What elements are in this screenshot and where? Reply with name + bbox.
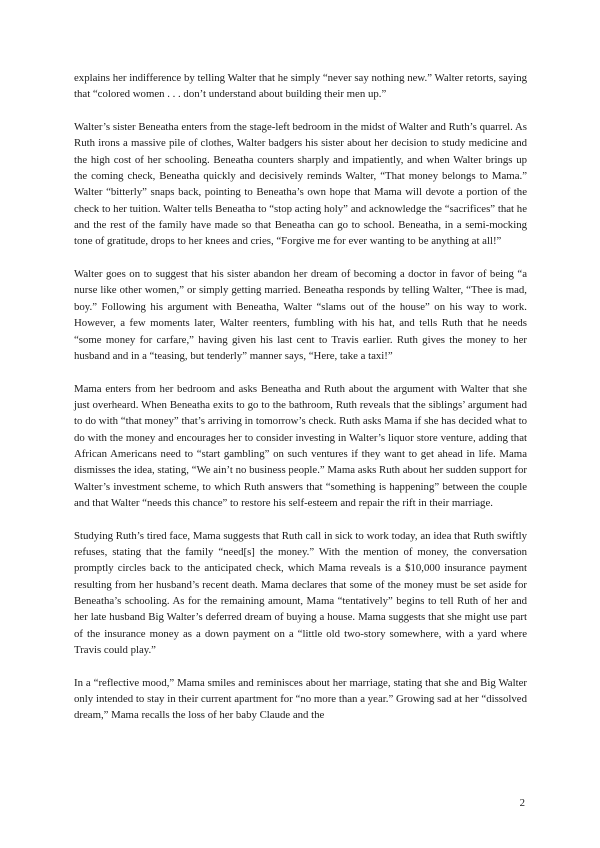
page-number: 2 [519,797,525,809]
body-text [74,70,527,740]
paragraph-3: Walter goes on to suggest that his sister abandon her dream of becoming a doctor in favor of being “a nurse like other women,” or simply getting married. Beneatha responds by telling Walter, “Thee is mad, boy.” Following his argument with Beneatha, Walter “slams out of the house” on his way to work. However, a few moments later, Walter reenters, fumbling with his hat, and tells Ruth that he needs “some money for carfare,” having given his last cent to Travis earlier. Ruth gives the money to her husband and in a “teasing, but tenderly” manner says, “Here, take a taxi!” [74,268,527,362]
paragraph-1: explains her indifference by telling Walter that he simply “never say nothing new.” Walter retorts, saying that “colored women . . . don’t understand about building their men up.” [74,72,527,101]
paragraph-4: Mama enters from her bedroom and asks Beneatha and Ruth about the argument with Walter that she just overheard. When Beneatha exits to go to the bathroom, Ruth reveals that the siblings’ argument had to do with “that money” that’s arriving in tomorrow’s check. Ruth asks Mama if she has decided what to do with the money and encourages her to consider investing in Walter’s liquor store venture, adding that African Americans need to “start gambling” on such ventures if they want to get ahead in life. Mama dismisses the idea, stating, “We ain’t no business people.” Mama asks Ruth about her sudden support for Walter’s investment scheme, to which Ruth answers that “something is happening” between the couple and that Walter “needs this chance” to restore his self-esteem and repair the rift in their marriage. [74,382,527,509]
paragraph-5: Studying Ruth’s tired face, Mama suggests that Ruth call in sick to work today, an idea that Ruth swiftly refuses, stating that the family “need[s] the money.” With the mention of money, the conversation promptly circles back to the anticipated check, which Mama reveals is a $10,000 insurance payment resulting from her husband’s recent death. Mama declares that some of the money must be set aside for Beneatha’s schooling. As for the remaining amount, Mama “tentatively” begins to tell Ruth of her and her late husband Big Walter’s deferred dream of buying a house. Mama suggests that she might use part of the insurance money as a down payment on a “little old two-story somewhere, with a yard where Travis could play.” [74,529,527,657]
paragraph-6: In a “reflective mood,” Mama smiles and reminisces about her marriage, stating that she and Big Walter only intended to stay in their current apartment for “no more than a year.” Growing sad at her “dissolved dream,” Mama recalls the loss of her baby Claude and the [74,676,527,722]
paragraph-2: Walter’s sister Beneatha enters from the stage-left bedroom in the midst of Walter and Ruth’s quarrel. As Ruth irons a massive pile of clothes, Walter badgers his sister about her decision to study medicine and the high cost of her schooling. Beneatha counters sharply and impatiently, and when Walter brings up the coming check, Beneatha quickly and decisively reminds Walter, “That money belongs to Mama.” Walter “bitterly” snaps back, pointing to Beneatha’s own hope that Mama will devote a portion of the check to her tuition. Walter tells Beneatha to “stop acting holy” and acknowledge the “sacrifices” that he and the rest of the family have made so that Beneatha can go to school. Beneatha, in a semi-mocking tone of gratitude, drops to her knees and cries, “Forgive me for ever wanting to be anything at all!” [74,121,527,248]
